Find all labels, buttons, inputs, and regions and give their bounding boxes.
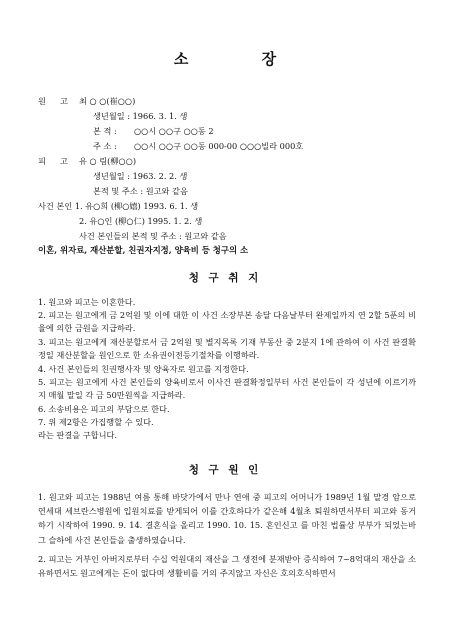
claim-item: 1. 원고와 피고는 이혼한다. bbox=[38, 297, 136, 307]
claim-item: 7. 위 제2항은 가집행할 수 있다. bbox=[38, 417, 154, 427]
defendant-domicile-address: 본적 및 주소 : 원고와 같음 bbox=[93, 186, 188, 196]
principal-1: 사건 본인 1. 유○희 (柳○嬉) 1993. 6. 1. 생 bbox=[38, 201, 199, 211]
defendant-label-1: 피 bbox=[38, 156, 46, 166]
plaintiff-domicile: ○○시 ○○구 ○○동 2 bbox=[134, 126, 214, 136]
document-title: 소 장 bbox=[173, 50, 311, 68]
defendant-birth: 생년월일 : 1963. 2. 2. 생 bbox=[93, 171, 188, 181]
plaintiff-label-1: 원 bbox=[38, 96, 46, 106]
plaintiff-address-label: 주 소 : bbox=[93, 141, 117, 151]
defendant-label-2: 고 bbox=[60, 156, 68, 166]
plaintiff-label-2: 고 bbox=[60, 96, 68, 106]
causes-heading: 청 구 원 인 bbox=[188, 464, 262, 476]
plaintiff-name: 최 ○ ○(崔○○) bbox=[79, 96, 136, 106]
claim-item: 2. 피고는 원고에게 금 2억원 및 이에 대한 이 사건 소장부본 송달 다음날부터 완제일까지 연 2할 5푼의 비율에 의한 금원을 지급하라. bbox=[38, 310, 416, 334]
claim-item: 라는 판결을 구합니다. bbox=[38, 430, 117, 440]
claims-heading: 청 구 취 지 bbox=[188, 272, 262, 284]
plaintiff-address: ○○시 ○○구 ○○동 000-00 ○○○빌라 000호 bbox=[134, 141, 304, 151]
principal-2: 2. 유○인 (柳○仁) 1995. 1. 2. 생 bbox=[79, 216, 203, 226]
claim-item: 6. 소송비용은 피고의 부담으로 한다. bbox=[38, 404, 170, 414]
plaintiff-birth: 생년월일 : 1966. 3. 1. 생 bbox=[93, 111, 188, 121]
cause-paragraph: 2. 피고는 거부인 아버지로부터 수십 억원대의 재산을 그 생전에 분재받아 증식하여 7~8억대의 재산을 소유하면서도 원고에게는 돈이 없다며 생활비를 거의 주지않고 자신은 호의호식하면서 bbox=[38, 554, 416, 579]
case-subject: 이혼, 위자료, 재산분할, 친권자지정, 양육비 등 청구의 소 bbox=[38, 245, 249, 255]
cause-paragraph: 1. 원고와 피고는 1988년 여름 통해 바닷가에서 만나 연애 중 피고의 어머니가 1989년 1월 말경 암으로 연세대 세브란스병원에 입원치료를 받게되어 이를 간호하다가 같은해 4월초 퇴원하면서부터 피고와 동거하기 시작하여 1990. 9. 14. 결혼식을 올리고 1990. 10. 15. 혼인신고 를 마친 법률상 부부가 되었는바 그 슬하에 사건 본인들을 출생하였습니다. bbox=[38, 492, 416, 545]
claim-item: 3. 피고는 원고에게 재산분할로서 금 2억원 및 별지목록 기재 부동산 중 2분지 1에 관하여 이 사건 판결확정일 재산분할을 원인으로 한 소유권이전등기절차를 이행하라. bbox=[38, 337, 416, 361]
claim-item: 5. 피고는 원고에게 사건 본인들의 양육비로서 이사건 판결확정일부터 사건 본인들이 각 성년에 이르기까지 매월 말일 각 금 50만원씩을 지급하라. bbox=[38, 377, 416, 401]
plaintiff-domicile-label: 본 적 : bbox=[93, 126, 117, 136]
principals-domicile-address: 사건 본인들의 본적 및 주소 : 원고와 같음 bbox=[79, 231, 227, 241]
defendant-name: 유 ○ 림(柳○○) bbox=[79, 156, 137, 166]
claim-item: 4. 사건 본인들의 친권행사자 및 양육자로 원고를 지정한다. bbox=[38, 364, 249, 374]
